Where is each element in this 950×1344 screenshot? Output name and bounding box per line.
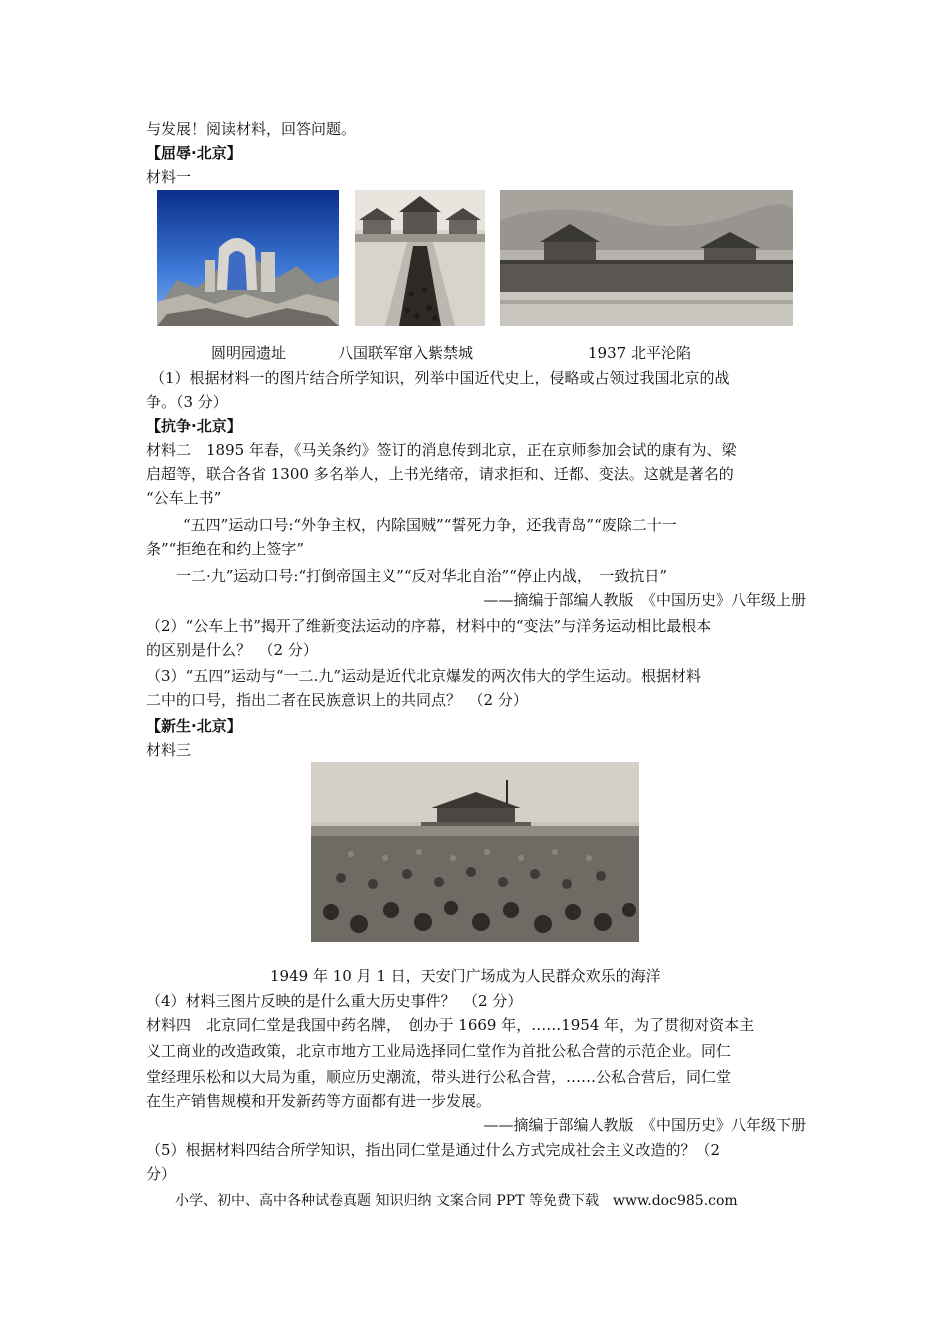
question-2-line-2: 的区别是什么？ （2 分） bbox=[146, 641, 318, 659]
material-one-label: 材料一 bbox=[146, 168, 192, 186]
caption-yuanmingyuan: 圆明园遗址 bbox=[211, 344, 287, 362]
material-three-label: 材料三 bbox=[146, 741, 192, 759]
caption-tiananmen: 1949 年 10 月 1 日，天安门广场成为人民群众欢乐的海洋 bbox=[270, 967, 661, 985]
section-heading-struggle: 【抗争·北京】 bbox=[146, 417, 242, 435]
forbidden-city-invasion-photo bbox=[355, 190, 485, 326]
question-4: （4）材料三图片反映的是什么重大历史事件？ （2 分） bbox=[146, 992, 523, 1010]
question-3-line-2: 二中的口号，指出二者在民族意识上的共同点？ （2 分） bbox=[146, 691, 528, 709]
question-1-line-1: （1）根据材料一的图片结合所学知识，列举中国近代史上，侵略或占领过我国北京的战 bbox=[150, 369, 730, 387]
question-1-line-2: 争。（3 分） bbox=[146, 393, 228, 411]
material-four-line-1: 材料四 北京同仁堂是我国中药名牌， 创办于 1669 年，……1954 年，为了贯彻对资本主 bbox=[146, 1016, 755, 1034]
tiananmen-1949-photo bbox=[311, 762, 639, 942]
material-two-line-1: 材料二 1895 年春，《马关条约》签订的消息传到北京，正在京师参加会试的康有为、梁 bbox=[146, 441, 737, 459]
page-footer: 小学、初中、高中各种试卷真题 知识归纳 文案合同 PPT 等免费下载 www.doc985.com bbox=[175, 1193, 738, 1209]
material-two-source: ——摘编于部编人教版 《中国历史》八年级上册 bbox=[483, 591, 806, 609]
yuanmingyuan-ruins-photo bbox=[157, 190, 339, 326]
material-four-line-3: 堂经理乐松和以大局为重，顺应历史潮流，带头进行公私合营，……公私合营后，同仁堂 bbox=[146, 1068, 732, 1086]
material-two-line-4: “五四”运动口号:“外争主权，内除国贼”“誓死力争，还我青岛”“废除二十一 bbox=[183, 516, 677, 534]
intro-text: 与发展！阅读材料，回答问题。 bbox=[146, 120, 357, 138]
beiping-fall-photo bbox=[500, 190, 793, 326]
caption-forbidden-city: 八国联军窜入紫禁城 bbox=[338, 344, 474, 362]
question-3-line-1: （3）“五四”运动与“一二.九”运动是近代北京爆发的两次伟大的学生运动。根据材料 bbox=[146, 667, 701, 685]
section-heading-new-life: 【新生·北京】 bbox=[146, 717, 242, 735]
question-5-line-1: （5）根据材料四结合所学知识，指出同仁堂是通过什么方式完成社会主义改造的？（2 bbox=[146, 1141, 721, 1159]
material-two-line-5: 条”“拒绝在和约上签字” bbox=[146, 540, 305, 558]
material-four-line-4: 在生产销售规模和开发新药等方面都有进一步发展。 bbox=[146, 1092, 492, 1110]
question-5-line-2: 分） bbox=[146, 1165, 177, 1183]
question-2-line-1: （2）“公车上书”揭开了维新变法运动的序幕，材料中的“变法”与洋务运动相比最根本 bbox=[146, 617, 712, 635]
material-four-source: ——摘编于部编人教版 《中国历史》八年级下册 bbox=[483, 1116, 806, 1134]
material-two-line-3: “公车上书” bbox=[146, 489, 222, 507]
section-heading-humiliation: 【屈辱·北京】 bbox=[146, 144, 242, 162]
material-two-line-6: 一二·九”运动口号:“打倒帝国主义”“反对华北自治”“停止内战， 一致抗日” bbox=[176, 567, 668, 585]
caption-beiping: 1937 北平沦陷 bbox=[588, 344, 691, 362]
material-two-line-2: 启超等，联合各省 1300 多名举人，上书光绪帝，请求拒和、迁都、变法。这就是著名的 bbox=[146, 465, 734, 483]
material-four-line-2: 义工商业的改造政策，北京市地方工业局选择同仁堂作为首批公私合营的示范企业。同仁 bbox=[146, 1042, 732, 1060]
